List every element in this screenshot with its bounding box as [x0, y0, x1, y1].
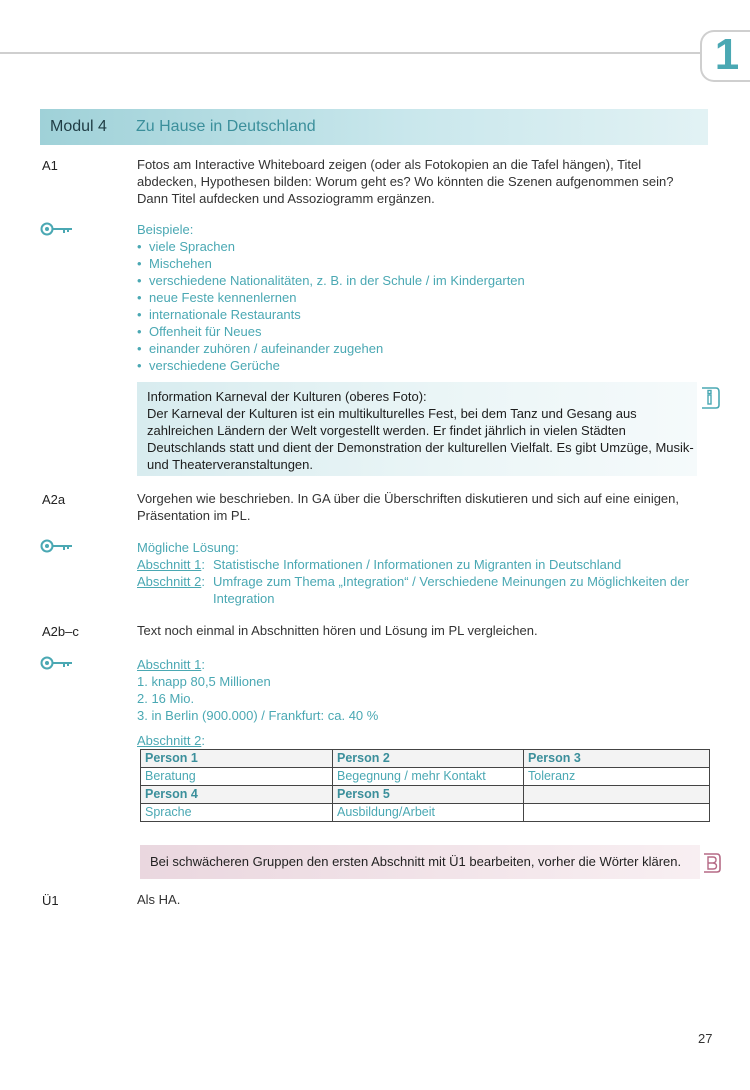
table-cell: Person 3 — [524, 750, 710, 768]
list-item: • verschiedene Nationalitäten, z. B. in der Schule / im Kindergarten — [137, 272, 697, 289]
a2bc-instructions: Text noch einmal in Abschnitten hören und Lösung im PL vergleichen. — [137, 623, 538, 638]
module-title: Zu Hause in Deutschland — [136, 118, 316, 135]
solution-text: Umfrage zum Thema „Integration“ / Verschiedene Meinungen zu Möglichkeiten der Integration — [213, 574, 689, 606]
table-cell — [524, 786, 710, 804]
list-item: 3. in Berlin (900.000) / Frankfurt: ca. 40 % — [137, 708, 379, 723]
table-cell: Person 5 — [333, 786, 524, 804]
table-cell: Toleranz — [524, 768, 710, 786]
section-label-a1: A1 — [42, 158, 58, 173]
list-item: • einander zuhören / aufeinander zugehen — [137, 340, 697, 357]
table-row — [141, 750, 710, 768]
list-item: 1. knapp 80,5 Millionen — [137, 674, 271, 689]
solution-row-2: Abschnitt 2: Umfrage zum Thema „Integration“ / Verschiedene Meinungen zu Möglichkeiten der Integration — [137, 573, 697, 607]
b-marker-icon — [702, 852, 722, 874]
section-label-a2a: A2a — [42, 492, 66, 507]
examples-list — [137, 238, 697, 374]
table-cell: Person 1 — [141, 750, 333, 768]
chapter-number: 1 — [700, 30, 750, 82]
table-cell: Begegnung / mehr Kontakt — [333, 768, 524, 786]
persons-table — [140, 749, 710, 822]
info-text: Der Karneval der Kulturen ist ein multikulturelles Fest, bei dem Tanz und Gesang aus zahlreichen Ländern der Welt vorgestellt werden. Er findet jährlich in vielen Städten Deutschlands statt und dient der Demonstration der kulturellen Vielfalt. Es gibt Umzüge, Musik- und Theaterveranstaltungen. — [147, 406, 694, 472]
a1-instructions: Fotos am Interactive Whiteboard zeigen (oder als Fotokopien an die Tafel hängen), Titel abdecken, Hypothesen bilden: Worum geht es? Wo könnten die Szenen aufgenommen sein? Dann Titel aufdecken und Assoziogramm ergänzen. — [137, 157, 674, 206]
a1-examples — [137, 221, 697, 374]
list-item: 2. 16 Mio. — [137, 691, 195, 706]
a2a-instructions: Vorgehen wie beschrieben. In GA über die Überschriften diskutieren und sich auf eine einigen, Präsentation im PL. — [137, 491, 680, 523]
section-label-a2bc: A2b–c — [42, 624, 79, 639]
list-item: • Offenheit für Neues — [137, 323, 697, 340]
module-bar — [40, 109, 708, 145]
table-cell — [524, 804, 710, 822]
a2a-solution — [137, 539, 697, 607]
note-box — [140, 845, 700, 879]
table-cell: Beratung — [141, 768, 333, 786]
table-cell: Ausbildung/Arbeit — [333, 804, 524, 822]
list-item: • internationale Restaurants — [137, 306, 697, 323]
section2-label: Abschnitt 2 — [137, 733, 202, 748]
module-label: Modul 4 — [50, 118, 107, 135]
table-row — [141, 768, 710, 786]
key-icon — [40, 655, 74, 671]
info-title: Information Karneval der Kulturen (oberes Foto): — [147, 389, 427, 404]
table-row — [141, 804, 710, 822]
info-content — [147, 388, 695, 473]
list-item: • Mischehen — [137, 255, 697, 272]
solution-label: Abschnitt 2 — [137, 574, 202, 589]
a2bc-section1: Abschnitt 1: 1. knapp 80,5 Millionen 2. 16 Mio. 3. in Berlin (900.000) / Frankfurt: ca. 40 % — [137, 656, 697, 724]
table-row — [141, 786, 710, 804]
a2bc-section2-heading: Abschnitt 2: — [137, 733, 205, 748]
key-icon — [40, 538, 74, 554]
list-item: • viele Sprachen — [137, 238, 697, 255]
solution-text: Statistische Informationen / Informationen zu Migranten in Deutschland — [213, 557, 622, 572]
list-item: • verschiedene Gerüche — [137, 357, 697, 374]
header-rule — [0, 52, 700, 54]
key-icon — [40, 221, 74, 237]
info-icon — [700, 386, 720, 410]
table-cell: Sprache — [141, 804, 333, 822]
section1-label: Abschnitt 1 — [137, 657, 202, 672]
u1-text: Als HA. — [137, 892, 181, 907]
note-text: Bei schwächeren Gruppen den ersten Abschnitt mit Ü1 bearbeiten, vorher die Wörter klären. — [150, 854, 682, 869]
solution-row-1: Abschnitt 1: Statistische Informationen / Informationen zu Migranten in Deutschland — [137, 557, 622, 572]
info-box — [137, 382, 697, 476]
section-label-u1: Ü1 — [42, 893, 59, 908]
table-cell: Person 4 — [141, 786, 333, 804]
list-item: • neue Feste kennenlernen — [137, 289, 697, 306]
examples-heading: Beispiele: — [137, 222, 194, 237]
solution-heading: Mögliche Lösung: — [137, 540, 239, 555]
solution-label: Abschnitt 1 — [137, 557, 202, 572]
page-number: 27 — [698, 1031, 713, 1046]
table-cell: Person 2 — [333, 750, 524, 768]
